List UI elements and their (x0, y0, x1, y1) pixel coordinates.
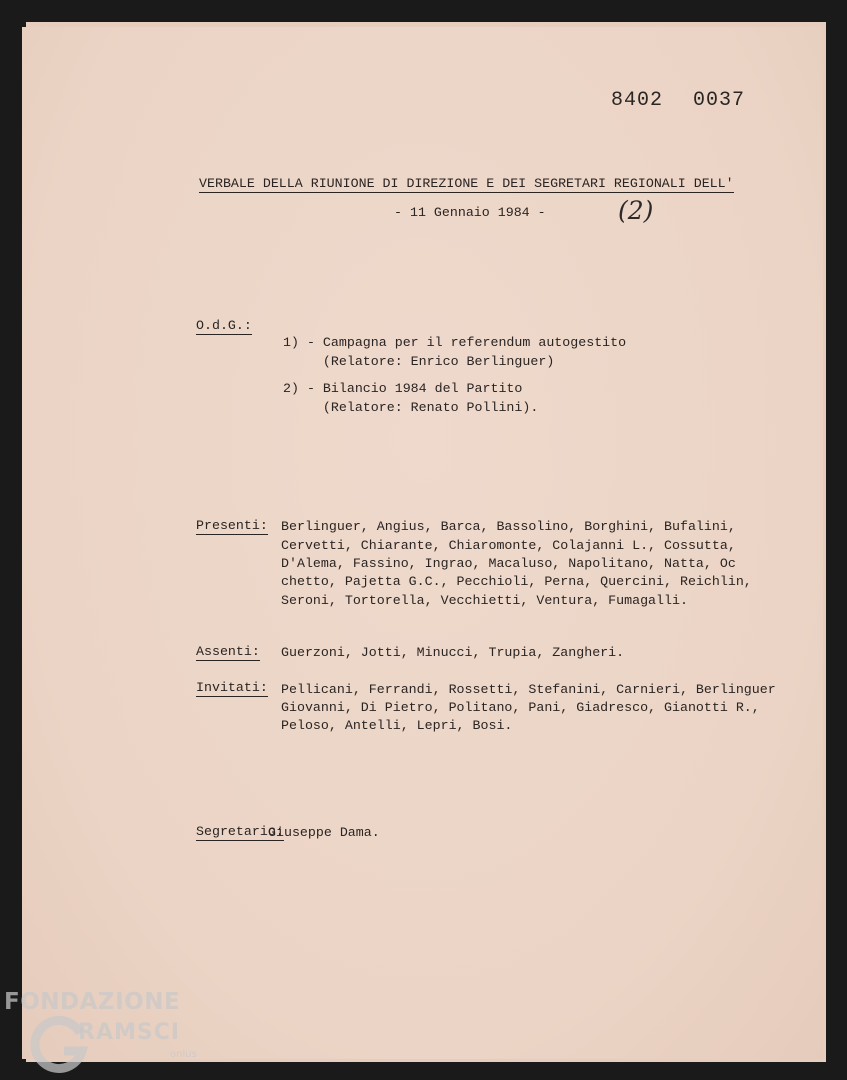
assenti-list: Guerzoni, Jotti, Minucci, Trupia, Zangheri. (281, 645, 625, 660)
agenda-item-2-title: 2) - Bilancio 1984 del Partito (283, 381, 523, 396)
agenda-item-1-speaker: (Relatore: Enrico Berlinguer) (283, 354, 555, 369)
presenti-line: D'Alema, Fassino, Ingrao, Macaluso, Napolitano, Natta, Oc (281, 556, 736, 571)
presenti-line: chetto, Pajetta G.C., Pecchioli, Perna, Quercini, Reichlin, (281, 574, 752, 589)
document-title: VERBALE DELLA RIUNIONE DI DIREZIONE E DEI SEGRETARI REGIONALI DELL' (199, 176, 734, 191)
invitati-line: Giovanni, Di Pietro, Politano, Pani, Giadresco, Gianotti R., (281, 700, 760, 715)
watermark-line-3: onlus (170, 1049, 197, 1060)
assenti-label: Assenti: (196, 644, 260, 659)
invitati-label: Invitati: (196, 680, 268, 695)
presenti-line: Cervetti, Chiarante, Chiaromonte, Colajanni L., Cossutta, (281, 538, 736, 553)
agenda-label: O.d.G.: (196, 318, 252, 333)
presenti-label: Presenti: (196, 518, 268, 533)
archive-number-1: 8402 (611, 89, 664, 112)
segretario-label: Segretario: (196, 824, 284, 839)
agenda-item-1-title: 1) - Campagna per il referendum autogestito (283, 335, 627, 350)
document-date: - 11 Gennaio 1984 - (394, 205, 546, 220)
watermark-line-1: FONDAZIONE (4, 989, 181, 1015)
watermark-line-2: RAMSCI (78, 1020, 181, 1045)
agenda-item-2-speaker: (Relatore: Renato Pollini). (283, 400, 539, 415)
segretario-name: Giuseppe Dama. (268, 825, 380, 840)
handwritten-page-number: (2) (618, 196, 654, 225)
invitati-line: Pellicani, Ferrandi, Rossetti, Stefanini, Carnieri, Berlinguer (281, 682, 776, 697)
invitati-line: Peloso, Antelli, Lepri, Bosi. (281, 718, 513, 733)
presenti-line: Seroni, Tortorella, Vecchietti, Ventura, Fumagalli. (281, 593, 688, 608)
presenti-line: Berlinguer, Angius, Barca, Bassolino, Borghini, Bufalini, (281, 519, 736, 534)
archive-number-2: 0037 (693, 89, 746, 112)
fondazione-gramsci-logo (0, 985, 220, 1080)
document-page (22, 27, 823, 1059)
